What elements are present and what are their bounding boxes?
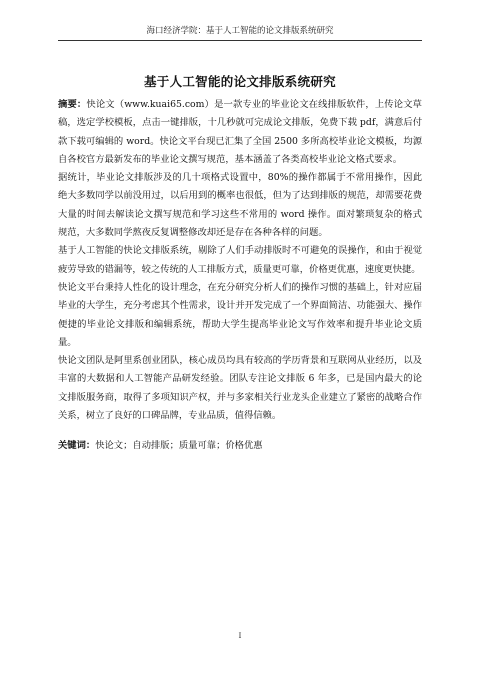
paper-title: 基于人工智能的论文排版系统研究 [143, 74, 336, 89]
abstract-text: 快论文（www.kuai65.com）是一款专业的毕业论文在线排版软件，上传论文草稿，选定学校模板，点击一键排版，十几秒就可完成论文排版，免费下载 pdf，满意后付款下载可编辑的 word。快论文平台现已汇集了全国 2500 多所高校毕业论文模板，均源自各校官方最新发布的毕业论文撰写规范，基本涵盖了各类高校毕业论文格式要求。 [58, 99, 422, 165]
keywords-label: 关键词： [58, 440, 96, 452]
running-header: 海口经济学院：基于人工智能的论文排版系统研究 [58, 24, 422, 41]
keywords-text: 快论文；自动排版；质量可靠；价格优惠 [95, 440, 263, 452]
abstract-paragraph [58, 96, 422, 169]
page-number: I [238, 631, 242, 640]
keywords-line [58, 437, 422, 455]
body-paragraph-3: 快论文平台秉持人性化的设计理念，在充分研究分析人们的操作习惯的基础上，针对应届毕业的大学生，充分考虑其个性需求，设计并开发完成了一个界面简洁、功能强大、操作便捷的毕业论文排版和编辑系统，帮助大学生提高毕业论文写作效率和提升毕业论文质量。 [58, 281, 422, 348]
body-paragraph-4: 快论文团队是阿里系创业团队，核心成员均具有较高的学历背景和互联网从业经历，以及丰富的大数据和人工智能产品研发经验。团队专注论文排版 6 年多，已是国内最大的论文排版服务商，取得了多项知识产权，并与多家相关行业龙头企业建立了紧密的战略合作关系，树立了良好的口碑品牌，专业品质，值得信赖。 [58, 355, 422, 422]
body-paragraph-2: 基于人工智能的快论文排版系统，剔除了人们手动排版时不可避免的误操作，和由于视觉疲劳导致的错漏等，较之传统的人工排版方式，质量更可靠，价格更优惠，速度更快捷。 [58, 245, 422, 275]
abstract-label: 摘要： [58, 99, 87, 110]
abstract-body [58, 96, 422, 456]
body-paragraph-1: 据统计，毕业论文排版涉及的几十项格式设置中，80%的操作都属于不常用操作，因此绝大多数同学以前没用过，以后用到的概率也很低，但为了达到排版的规范，却需要花费大量的时间去解读论文撰写规范和学习这些不常用的 word 操作。面对繁琐复杂的格式规范，大多数同学熬夜反复调整修改却还是存在各种各样的问题。 [58, 172, 422, 239]
